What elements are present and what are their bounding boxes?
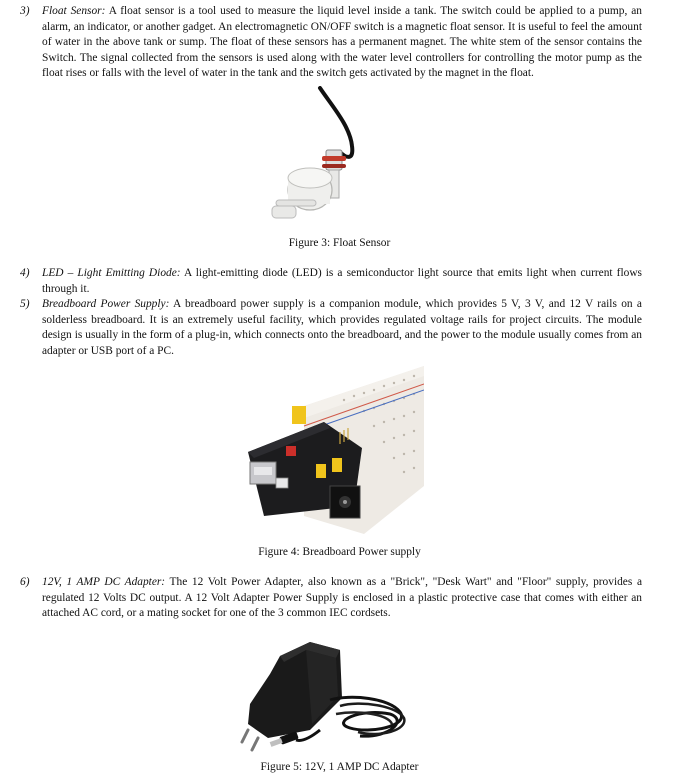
figure-caption: Figure 5: 12V, 1 AMP DC Adapter — [260, 761, 419, 773]
float-sensor-image — [262, 86, 362, 236]
item-term: Float Sensor: — [42, 5, 106, 17]
figure-caption: Figure 3: Float Sensor — [288, 237, 391, 249]
dc-adapter-image — [240, 634, 420, 758]
item-paragraph — [42, 266, 642, 297]
breadboard-power-supply-image — [244, 366, 424, 534]
figure-caption: Figure 4: Breadboard Power supply — [258, 546, 421, 558]
item-number: 3) — [20, 5, 30, 17]
item-term: Breadboard Power Supply: — [42, 298, 170, 310]
item-text: A float sensor is a tool used to measure the liquid level inside a tank. The switch could be applied to a pump, an alarm, an indicator, or another gadget. An electromagnetic ON/OFF switch is a magnetic float sensor. It is useful to feel the amount of water in the above tank or sump. The float of these sensors has a permanent magnet. The white stem of the sensor contains the Switch. The signal collected from the sensors is used along with the water level controllers for controlling the motor pump as the float rises or falls with the level of water in the tank and the switch gets activated by the magnet in the float. — [42, 5, 643, 80]
item-number: 5) — [20, 298, 30, 310]
item-text: A breadboard power supply is a companion module, which provides 5 V, 3 V, and 12 V rails on a solderless breadboard. It is an extremely useful facility, which provides regulated voltage rails for project circuits. The module design is usually in the form of a plug-in, which connects onto the breadboard, and the power to the module usually comes from an adapter or USB port of a PC. — [42, 298, 642, 357]
item-paragraph — [42, 575, 642, 622]
item-term: 12V, 1 AMP DC Adapter: — [42, 576, 166, 588]
item-number: 4) — [20, 267, 30, 279]
item-text: The 12 Volt Power Adapter, also known as a "Brick", "Desk Wart" and "Floor" supply, provides a regulated 12 Volts DC output. A 12 Volt Adapter Power Supply is enclosed in a plastic protective case that comes with either an attached AC cord, or a mating socket for one of the 3 common IEC cordsets. — [42, 576, 642, 620]
item-term: LED – Light Emitting Diode: — [42, 267, 181, 279]
item-number: 6) — [20, 576, 30, 588]
item-text: A light-emitting diode (LED) is a semiconductor light source that emits light when current flows through it. — [42, 267, 642, 295]
item-paragraph — [42, 4, 642, 82]
item-paragraph — [42, 297, 642, 359]
